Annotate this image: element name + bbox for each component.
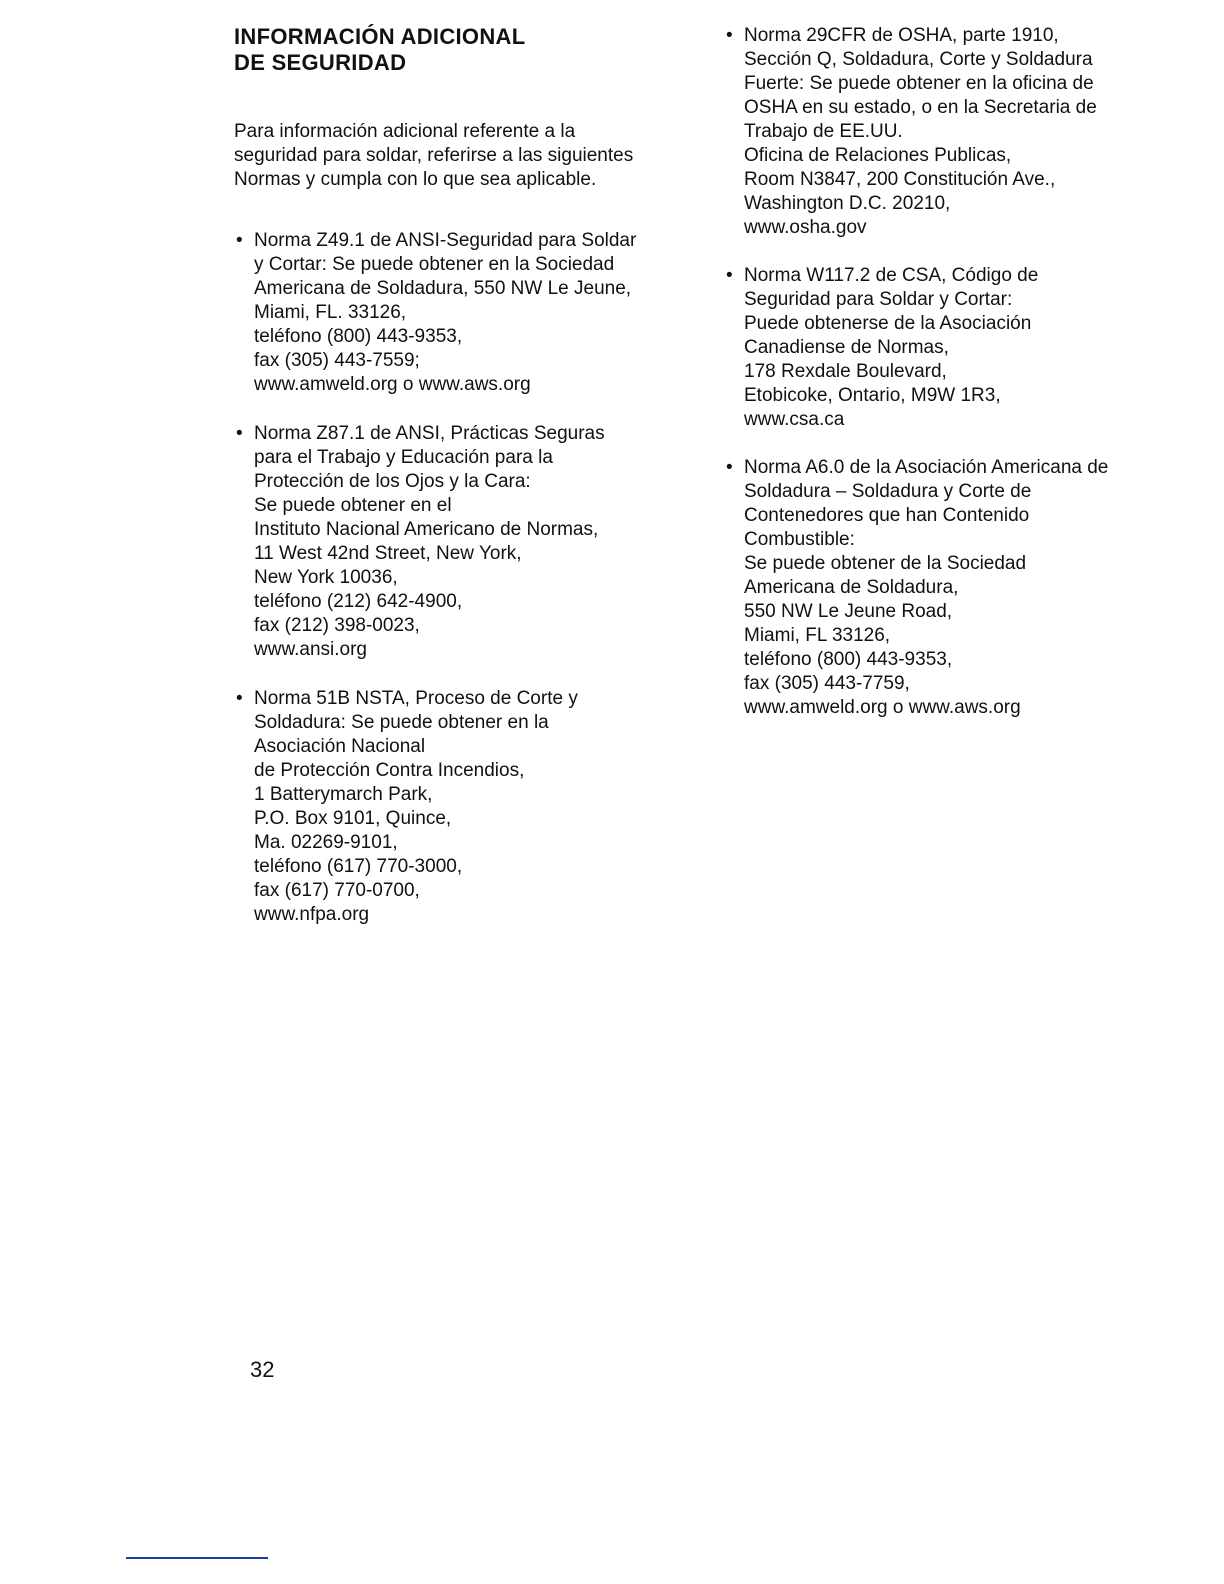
entry-line: 178 Rexdale Boulevard,	[744, 361, 947, 382]
entry-line: fax (212) 398-0023,	[254, 615, 420, 636]
entry-line: Norma W117.2 de CSA, Código de	[744, 265, 1039, 286]
entry-line: OSHA en su estado, o en la Secretaria de	[744, 97, 1097, 118]
entry-line: www.csa.ca	[744, 409, 845, 430]
entry-line: www.amweld.org o www.aws.org	[254, 374, 531, 395]
footer-divider	[126, 1557, 268, 1559]
page-number: 32	[250, 1357, 275, 1382]
standard-entry-ansi-z49	[234, 229, 704, 397]
entry-line: Miami, FL. 33126,	[254, 302, 407, 323]
entry-line: Norma Z49.1 de ANSI-Seguridad para Soldar	[254, 230, 637, 251]
intro-paragraph	[234, 120, 704, 192]
entry-line: Canadiense de Normas,	[744, 337, 949, 358]
entry-line: 1 Batterymarch Park,	[254, 784, 433, 805]
intro-line: seguridad para soldar, referirse a las siguientes	[234, 145, 634, 166]
section-heading	[234, 24, 704, 76]
entry-line: teléfono (800) 443-9353,	[254, 326, 463, 347]
entry-line: Combustible:	[744, 529, 855, 550]
entry-line: 11 West 42nd Street, New York,	[254, 543, 522, 564]
entry-line: Washington D.C. 20210,	[744, 193, 951, 214]
entry-line: para el Trabajo y Educación para la	[254, 447, 553, 468]
intro-line: Normas y cumpla con lo que sea aplicable.	[234, 169, 597, 190]
entry-line: New York 10036,	[254, 567, 398, 588]
bullet-icon: •	[726, 25, 733, 46]
entry-line: Americana de Soldadura,	[744, 577, 959, 598]
standard-entry-ansi-z87	[234, 422, 704, 662]
bullet-icon: •	[236, 688, 243, 709]
bullet-icon: •	[726, 457, 733, 478]
bullet-icon: •	[236, 423, 243, 444]
standard-entry-aws-a6	[724, 456, 1194, 720]
entry-line: Soldadura – Soldadura y Corte de	[744, 481, 1032, 502]
entry-line: Contenedores que han Contenido	[744, 505, 1030, 526]
entry-line: fax (305) 443-7759,	[744, 673, 910, 694]
entry-line: Instituto Nacional Americano de Normas,	[254, 519, 599, 540]
entry-line: Etobicoke, Ontario, M9W 1R3,	[744, 385, 1001, 406]
entry-line: www.amweld.org o www.aws.org	[744, 697, 1021, 718]
entry-line: Puede obtenerse de la Asociación	[744, 313, 1032, 334]
left-column	[234, 24, 704, 927]
entry-line: Se puede obtener de la Sociedad	[744, 553, 1027, 574]
entry-line: Asociación Nacional	[254, 736, 426, 757]
entry-line: y Cortar: Se puede obtener en la Sociedad	[254, 254, 615, 275]
bullet-icon: •	[726, 265, 733, 286]
entry-line: www.ansi.org	[254, 639, 367, 660]
entry-line: Se puede obtener en el	[254, 495, 452, 516]
intro-line: Para información adicional referente a la	[234, 121, 576, 142]
entry-line: Protección de los Ojos y la Cara:	[254, 471, 531, 492]
entry-line: Fuerte: Se puede obtener en la oficina de	[744, 73, 1094, 94]
heading-line-1: INFORMACIÓN ADICIONAL	[234, 24, 526, 49]
entry-line: Ma. 02269-9101,	[254, 832, 398, 853]
bullet-icon: •	[236, 230, 243, 251]
entry-line: P.O. Box 9101, Quince,	[254, 808, 452, 829]
entry-line: www.osha.gov	[744, 217, 867, 238]
entry-line: fax (617) 770-0700,	[254, 880, 420, 901]
entry-line: fax (305) 443-7559;	[254, 350, 420, 371]
entry-line: teléfono (800) 443-9353,	[744, 649, 953, 670]
entry-line: Norma 51B NSTA, Proceso de Corte y	[254, 688, 578, 709]
entry-line: Soldadura: Se puede obtener en la	[254, 712, 549, 733]
standard-entry-osha-29cfr	[724, 24, 1194, 240]
entry-line: teléfono (617) 770-3000,	[254, 856, 463, 877]
entry-line: Seguridad para Soldar y Cortar:	[744, 289, 1013, 310]
entry-line: www.nfpa.org	[254, 904, 370, 925]
entry-line: Norma Z87.1 de ANSI, Prácticas Seguras	[254, 423, 605, 444]
entry-line: Oficina de Relaciones Publicas,	[744, 145, 1012, 166]
entry-line: Norma A6.0 de la Asociación Americana de	[744, 457, 1109, 478]
right-column	[724, 24, 1194, 720]
standard-entry-csa-w117	[724, 264, 1194, 432]
entry-line: Trabajo de EE.UU.	[744, 121, 903, 142]
entry-line: Miami, FL 33126,	[744, 625, 891, 646]
entry-line: teléfono (212) 642-4900,	[254, 591, 463, 612]
heading-line-2: DE SEGURIDAD	[234, 50, 407, 75]
entry-line: 550 NW Le Jeune Road,	[744, 601, 953, 622]
entry-line: Norma 29CFR de OSHA, parte 1910,	[744, 25, 1059, 46]
entry-line: Americana de Soldadura, 550 NW Le Jeune,	[254, 278, 632, 299]
entry-line: de Protección Contra Incendios,	[254, 760, 525, 781]
entry-line: Sección Q, Soldadura, Corte y Soldadura	[744, 49, 1093, 70]
standard-entry-nfpa-51b	[234, 687, 704, 927]
entry-line: Room N3847, 200 Constitución Ave.,	[744, 169, 1056, 190]
